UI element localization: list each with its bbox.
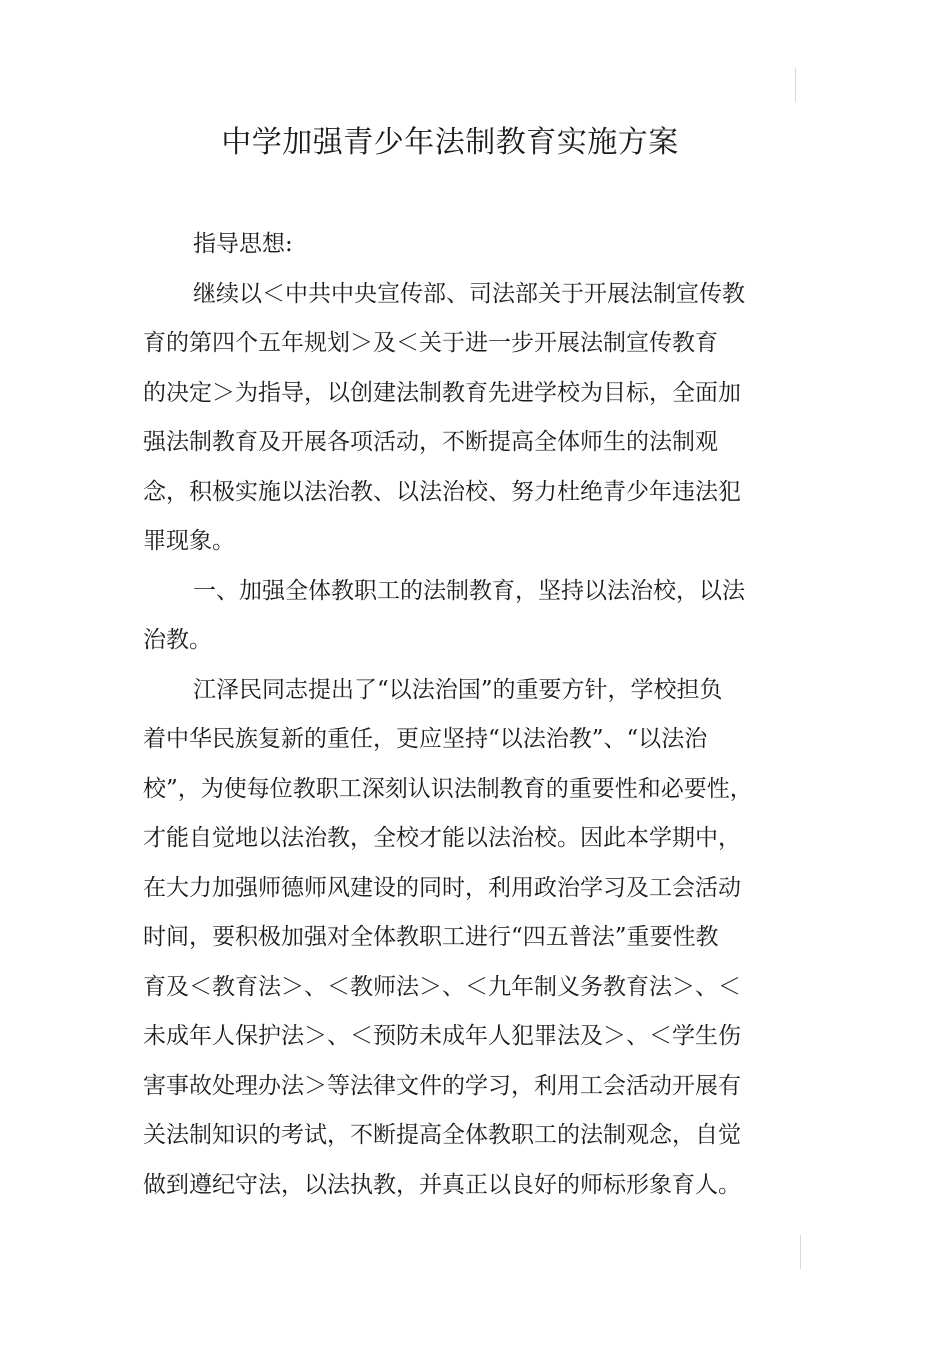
text-line: 才能自觉地以法治教，全校才能以法治校。因此本学期中， <box>143 825 741 851</box>
text-line: 念，积极实施以法治教、以法治校、努力杜绝青少年违法犯 <box>143 478 741 505</box>
text-line: 一、加强全体教职工的法制教育，坚持以法治校，以法 <box>193 577 745 604</box>
text-line: 关法制知识的考试，不断提高全体教职工的法制观念，自觉 <box>143 1122 741 1148</box>
text-line: 的决定＞为指导，以创建法制教育先进学校为目标，全面加 <box>143 379 741 406</box>
text-line: 时间，要积极加强对全体教职工进行“四五普法”重要性教 <box>143 924 719 950</box>
paragraph-section-one-heading <box>143 567 753 666</box>
text-line: 未成年人保护法＞、＜预防未成年人犯罪法及＞、＜学生伤 <box>143 1023 741 1049</box>
document-body <box>143 220 753 1210</box>
text-line: 在大力加强师德师风建设的同时，利用政治学习及工会活动 <box>143 874 741 901</box>
document-title: 中学加强青少年法制教育实施方案 <box>221 125 679 160</box>
text-line: 育的第四个五年规划＞及＜关于进一步开展法制宣传教育 <box>143 330 718 356</box>
text-line: 继续以＜中共中央宣传部、司法部关于开展法制宣传教 <box>193 280 745 307</box>
paragraph-guiding-heading <box>143 220 753 270</box>
text-line: 校”，为使每位教职工深刻认识法制教育的重要性和必要性， <box>143 775 753 802</box>
text-line: 江泽民同志提出了“以法治国”的重要方针，学校担负 <box>193 676 723 703</box>
text-line: 罪现象。 <box>143 528 235 554</box>
page-margin-mark-top <box>795 68 796 102</box>
text-line: 做到遵纪守法，以法执教，并真正以良好的师标形象育人。 <box>143 1171 741 1198</box>
paragraph-guiding-thought <box>143 270 753 567</box>
text-line: 育及＜教育法＞、＜教师法＞、＜九年制义务教育法＞、＜ <box>143 973 741 1000</box>
paragraph-section-one-body <box>143 666 753 1211</box>
text-line: 治教。 <box>143 627 212 653</box>
text-line: 着中华民族复新的重任，更应坚持“以法治教”、“以法治 <box>143 726 708 752</box>
text-line: 指导思想: <box>193 231 293 257</box>
text-line: 害事故处理办法＞等法律文件的学习，利用工会活动开展有 <box>143 1072 741 1099</box>
page-margin-mark-bottom <box>800 1235 801 1269</box>
text-line: 强法制教育及开展各项活动，不断提高全体师生的法制观 <box>143 429 718 455</box>
